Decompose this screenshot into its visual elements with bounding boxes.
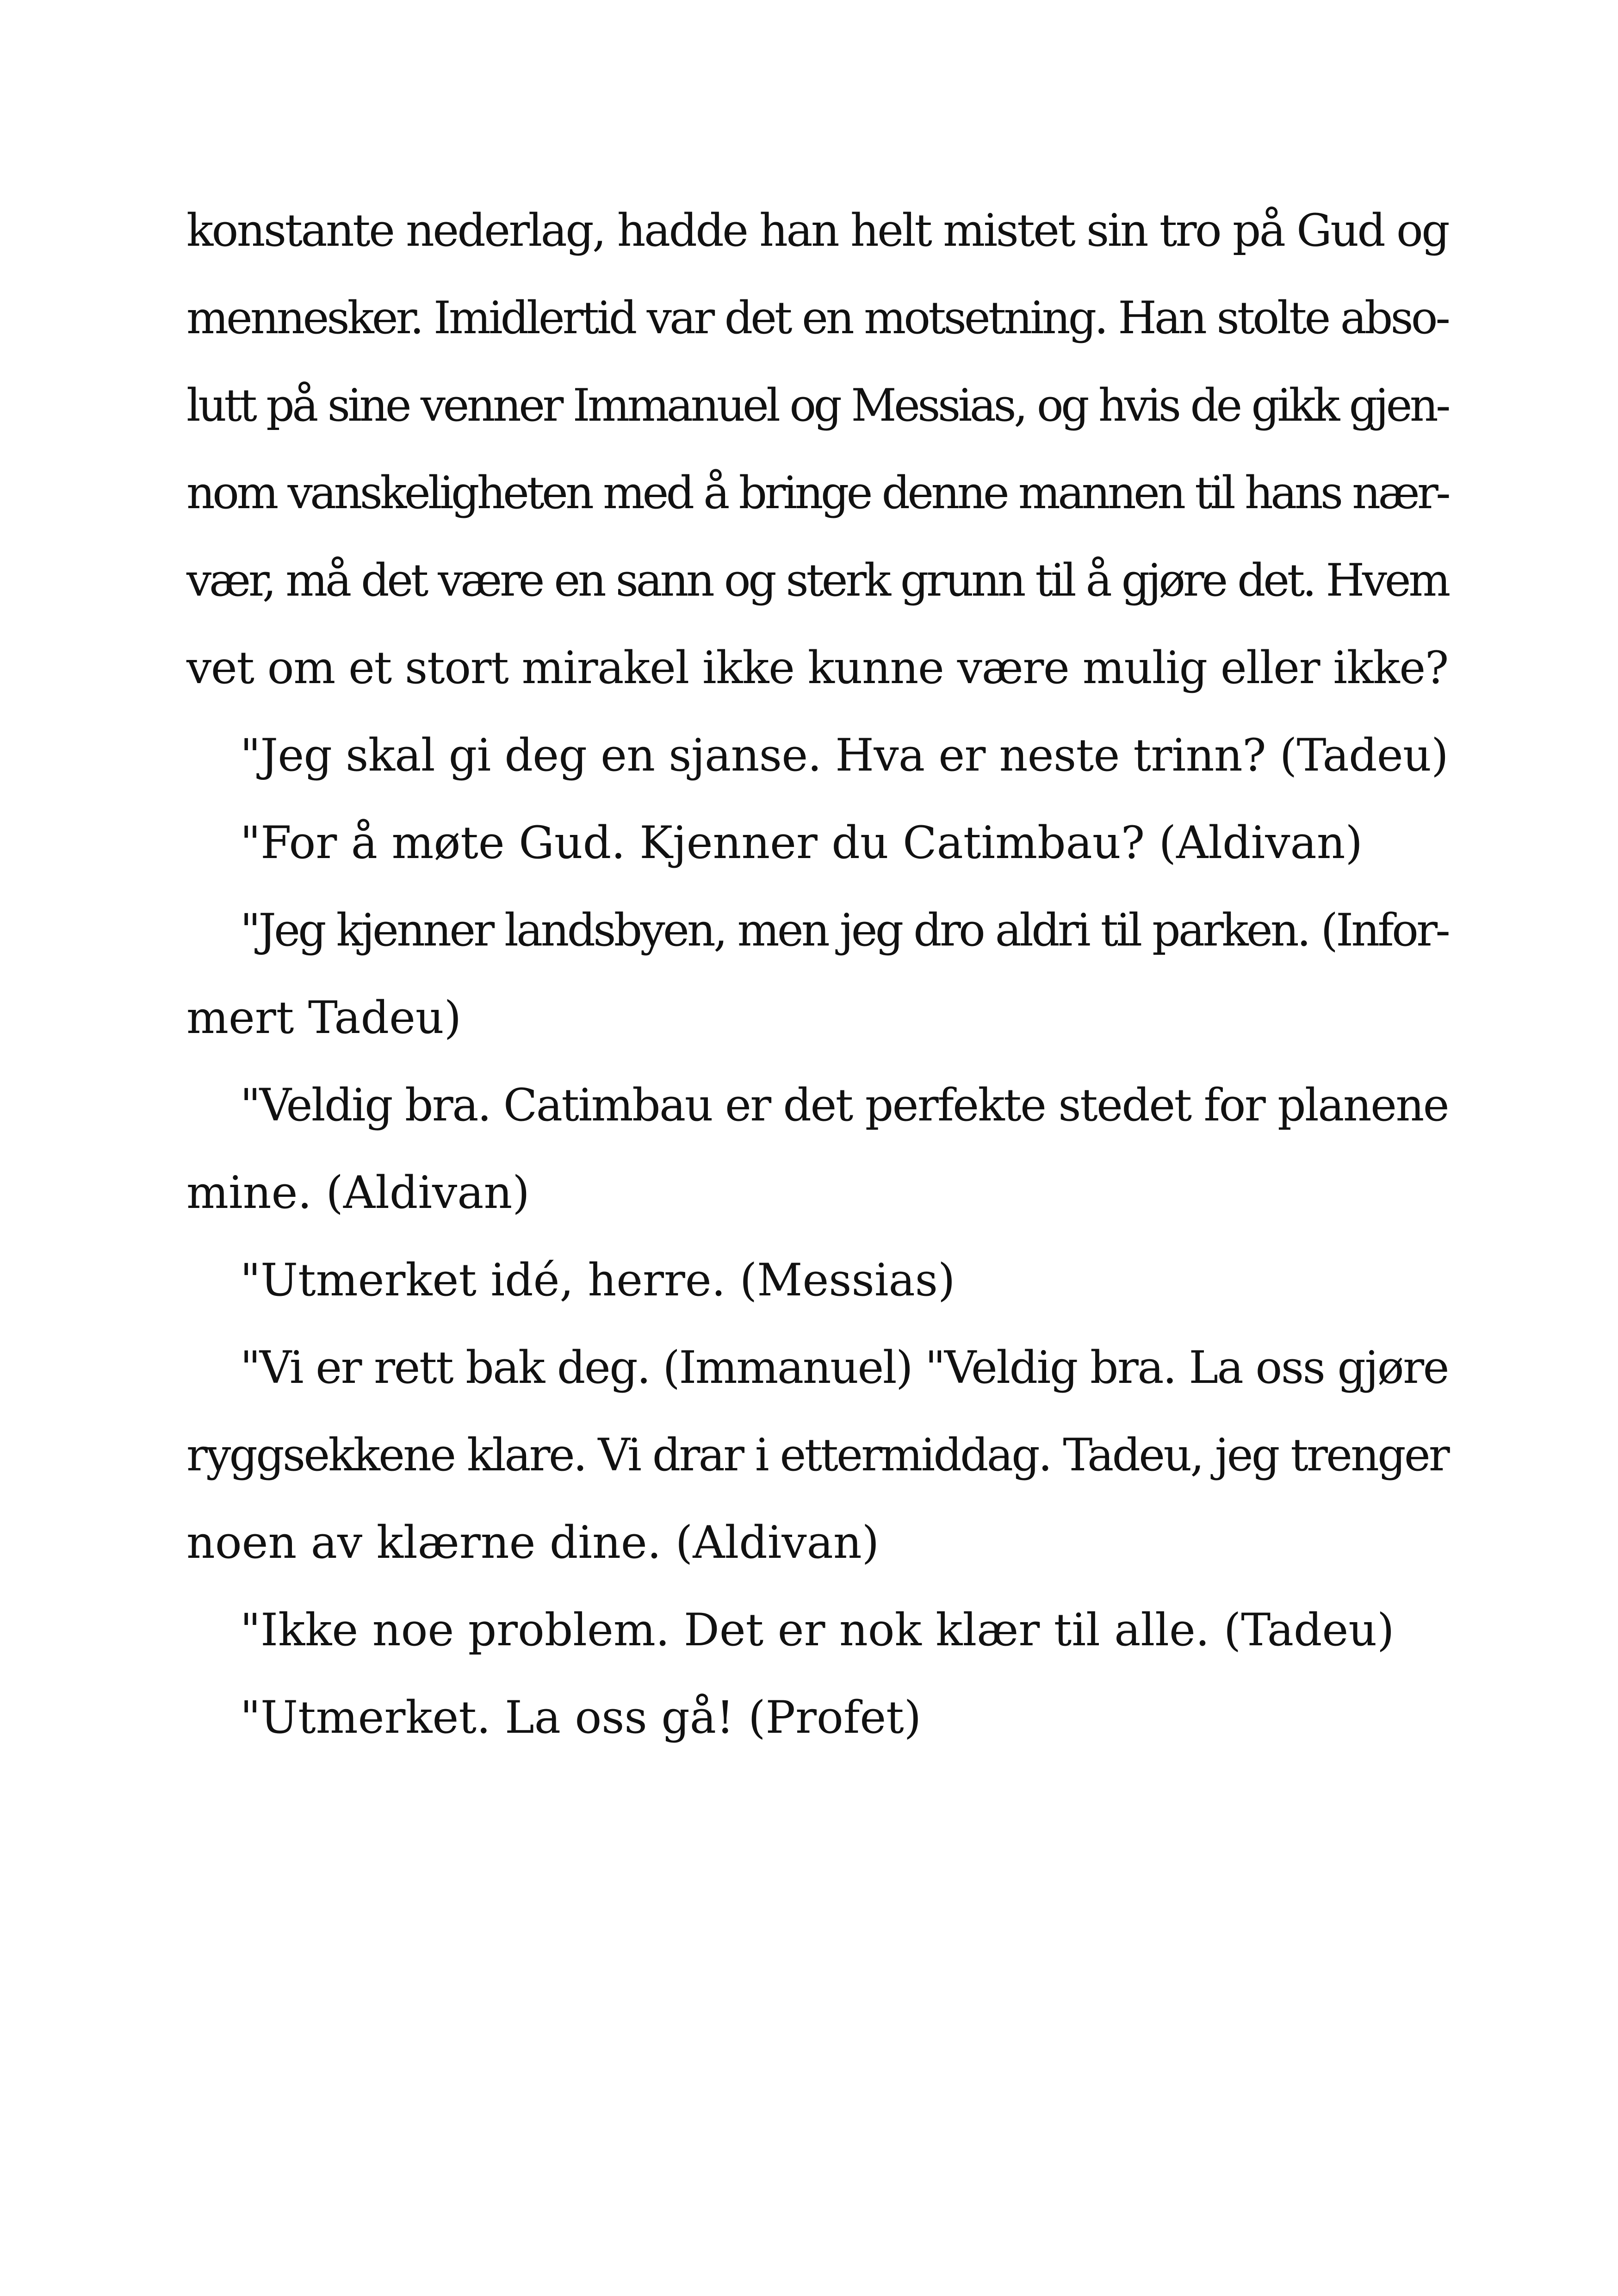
text-line: "Ikke noe problem. Det er nok klær til alle. (Tadeu) <box>240 1604 1395 1656</box>
paragraph-dialogue-tadeu-clothes <box>186 1587 1448 1674</box>
paragraph-dialogue-messias <box>186 1237 1448 1324</box>
text-line: lutt på sine venner Immanuel og Messias, og hvis de gikk gjen- <box>186 380 1449 431</box>
paragraph-dialogue-aldivan <box>186 799 1448 887</box>
text-line: vet om et stort mirakel ikke kunne være mulig eller ikke? <box>186 642 1448 694</box>
text-line: "Jeg kjenner landsbyen, men jeg dro aldri til parken. (Infor- <box>240 904 1449 956</box>
paragraph-dialogue-immanuel-aldivan <box>186 1324 1448 1587</box>
text-line: "Veldig bra. Catimbau er det perfekte stedet for planene <box>240 1079 1449 1131</box>
paragraph-dialogue-tadeu <box>186 712 1448 799</box>
paragraph-dialogue-aldivan-catimbau <box>186 1062 1448 1237</box>
text-line: noen av klærne dine. (Aldivan) <box>186 1517 880 1568</box>
text-line: "Vi er rett bak deg. (Immanuel) "Veldig bra. La oss gjøre <box>240 1342 1449 1394</box>
text-line: mennesker. Imidlertid var det en motsetning. Han stolte abso- <box>186 292 1449 344</box>
text-line: nom vanskeligheten med å bringe denne mannen til hans nær- <box>186 467 1449 519</box>
document-page <box>186 187 1448 1761</box>
text-line: vær, må det være en sann og sterk grunn til å gjøre det. Hvem <box>186 554 1449 606</box>
text-line: "For å møte Gud. Kjenner du Catimbau? (Aldivan) <box>240 817 1363 869</box>
text-line: "Utmerket idé, herre. (Messias) <box>240 1254 955 1306</box>
text-line: mert Tadeu) <box>186 992 462 1044</box>
paragraph-narration <box>186 187 1448 712</box>
text-line: "Utmerket. La oss gå! (Profet) <box>240 1692 922 1743</box>
text-line: "Jeg skal gi deg en sjanse. Hva er neste trinn? (Tadeu) <box>240 729 1449 781</box>
text-line: mine. (Aldivan) <box>186 1167 530 1219</box>
text-line: ryggsekkene klare. Vi drar i ettermiddag. Tadeu, jeg trenger <box>186 1429 1448 1481</box>
text-line: konstante nederlag, hadde han helt mistet sin tro på Gud og <box>186 205 1449 256</box>
paragraph-dialogue-profet <box>186 1674 1448 1761</box>
paragraph-dialogue-tadeu-informed <box>186 887 1448 1062</box>
